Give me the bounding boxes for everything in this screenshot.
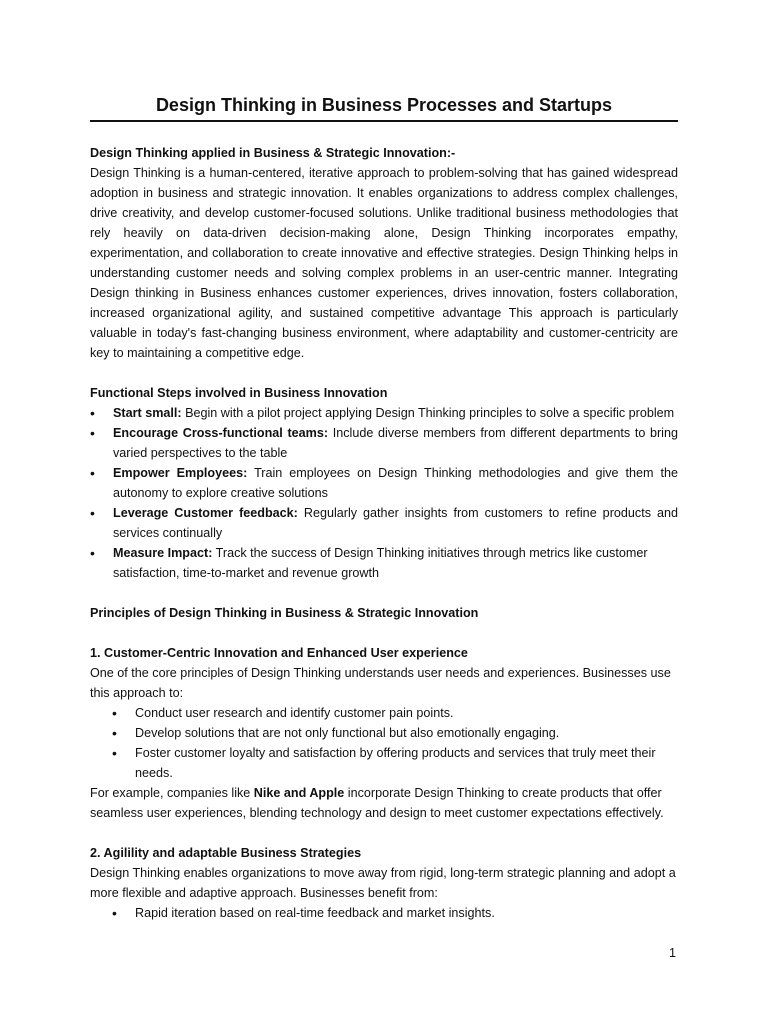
example-suffix: incorporate Design Thinking to create products that offer seamless user experiences, blending technology and design to meet customer expectations effectively.	[90, 786, 664, 820]
document-body	[90, 143, 678, 923]
list-item-text: Rapid iteration based on real-time feedback and market insights.	[135, 906, 495, 920]
list-item	[90, 423, 678, 463]
list-item-text: Begin with a pilot project applying Design Thinking principles to solve a specific problem	[181, 406, 675, 420]
list-item	[90, 723, 678, 743]
example-paragraph	[90, 783, 678, 823]
list-item-label: Encourage Cross-functional teams:	[113, 426, 329, 440]
list-item-label: Leverage Customer feedback:	[113, 506, 298, 520]
section-heading-customer-centric: 1. Customer-Centric Innovation and Enhanced User experience	[90, 646, 468, 660]
list-item	[90, 743, 678, 783]
list-item	[90, 543, 678, 583]
list-item-text: Track the success of Design Thinking initiatives through metrics like customer satisfaction, time-to-market and revenue growth	[113, 546, 648, 580]
bullet-icon: •	[112, 905, 117, 921]
list-item	[90, 403, 678, 423]
bullet-icon: •	[90, 465, 95, 481]
bullet-icon: •	[90, 545, 95, 561]
document-title: Design Thinking in Business Processes and Startups	[155, 95, 613, 115]
list-item-text: Regularly gather insights from customers to refine products and services continually	[113, 506, 678, 540]
list-item-label: Measure Impact:	[113, 546, 213, 560]
bullet-icon: •	[90, 405, 95, 421]
bullet-icon: •	[112, 705, 117, 721]
bullet-icon: •	[112, 745, 117, 761]
functional-steps-list	[90, 403, 678, 583]
page-number: 1	[669, 946, 677, 960]
list-item-text: Conduct user research and identify customer pain points.	[135, 706, 454, 720]
list-item-label: Empower Employees:	[113, 466, 248, 480]
list-item-text: Develop solutions that are not only functional but also emotionally engaging.	[135, 726, 560, 740]
list-item-text: Foster customer loyalty and satisfaction by offering products and services that truly meet their needs.	[135, 746, 656, 780]
list-item	[90, 503, 678, 543]
section-heading-agility: 2. Agilility and adaptable Business Strategies	[90, 846, 362, 860]
section-heading-principles: Principles of Design Thinking in Business & Strategic Innovation	[90, 606, 479, 620]
list-item	[90, 703, 678, 723]
customer-centric-intro: One of the core principles of Design Thinking understands user needs and experiences. Businesses use this approach to:	[90, 666, 671, 700]
example-prefix: For example, companies like	[90, 786, 254, 800]
example-companies: Nike and Apple	[253, 786, 345, 800]
list-item-label: Start small:	[113, 406, 182, 420]
list-item	[90, 903, 678, 923]
bullet-icon: •	[112, 725, 117, 741]
customer-centric-list	[90, 703, 678, 783]
title-underline	[90, 120, 678, 122]
intro-paragraph: Design Thinking is a human-centered, iterative approach to problem-solving that has gained widespread adoption in business and strategic innovation. It enables organizations to address complex challenges, drive creativity, and develop customer-focused solutions. Unlike traditional business methodologies that rely heavily on data-driven decision-making alone, Design Thinking incorporates empathy, experimentation, and collaboration to create innovative and effective strategies. Design Thinking helps in understanding customer needs and solving complex problems in an user-centric manner. Integrating Design thinking in Business enhances customer experiences, drives innovation, fosters collaboration, increased organizational agility, and sustained competitive advantage This approach is particularly valuable in today's fast-changing business environment, where adaptability and customer-centricity are key to maintaining a competitive edge.	[90, 166, 678, 360]
bullet-icon: •	[90, 505, 95, 521]
list-item	[90, 463, 678, 503]
section-heading-strategic-innovation: Design Thinking applied in Business & Strategic Innovation:-	[90, 146, 456, 160]
agility-list	[90, 903, 678, 923]
agility-intro: Design Thinking enables organizations to move away from rigid, long-term strategic planning and adopt a more flexible and adaptive approach. Businesses benefit from:	[90, 866, 676, 900]
list-item-text: Train employees on Design Thinking methodologies and give them the autonomy to explore creative solutions	[113, 466, 678, 500]
bullet-icon: •	[90, 425, 95, 441]
section-heading-functional-steps: Functional Steps involved in Business Innovation	[90, 386, 388, 400]
list-item-text: Include diverse members from different departments to bring varied perspectives to the table	[113, 426, 678, 460]
